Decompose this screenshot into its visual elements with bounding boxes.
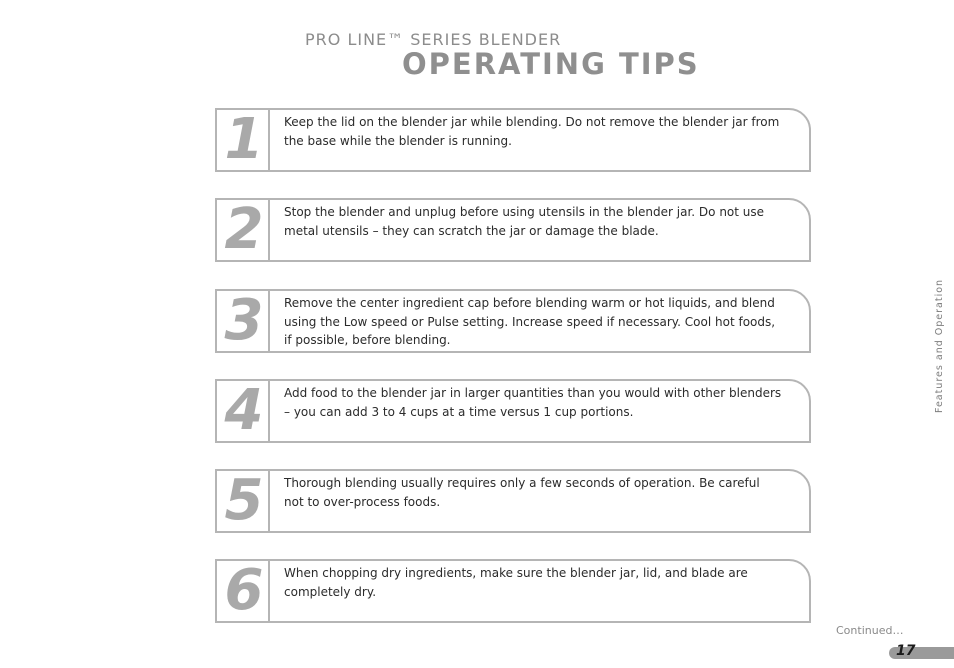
tip-number: 2 (224, 197, 262, 262)
tip-box-2 (215, 198, 811, 262)
continued-note: Continued… (836, 624, 904, 637)
tip-box-3 (215, 289, 811, 353)
tip-number: 3 (224, 288, 262, 353)
tip-text: Stop the blender and unplug before using utensils in the blender jar. Do not use metal utensils – they can scratch the jar or damage the blade. (284, 205, 765, 238)
tip-text: Keep the lid on the blender jar while blending. Do not remove the blender jar from the base while the blender is running. (284, 115, 780, 148)
page-title: OPERATING TIPS (402, 47, 700, 81)
page-number: 17 (896, 643, 916, 659)
tip-text: When chopping dry ingredients, make sure the blender jar, lid, and blade are completely dry. (284, 566, 748, 599)
tip-box-4 (215, 379, 811, 443)
tip-text: Add food to the blender jar in larger quantities than you would with other blenders – you can add 3 to 4 cups at a time versus 1 cup portions. (284, 386, 782, 419)
tip-number: 1 (224, 107, 262, 172)
tip-box-6 (215, 559, 811, 623)
tip-number: 5 (224, 468, 262, 533)
product-subtitle: PRO LINE™ SERIES BLENDER (305, 30, 562, 49)
tip-box-5 (215, 469, 811, 533)
tip-number: 6 (224, 558, 262, 623)
tip-text: Thorough blending usually requires only a few seconds of operation. Be careful not to over-process foods. (284, 476, 760, 509)
tip-box-1 (215, 108, 811, 172)
tip-number: 4 (224, 378, 262, 443)
tip-text: Remove the center ingredient cap before blending warm or hot liquids, and blend using the Low speed or Pulse setting. Increase speed if necessary. Cool hot foods, if possible, before blending. (284, 296, 776, 347)
section-side-label: Features and Operation (934, 278, 945, 413)
